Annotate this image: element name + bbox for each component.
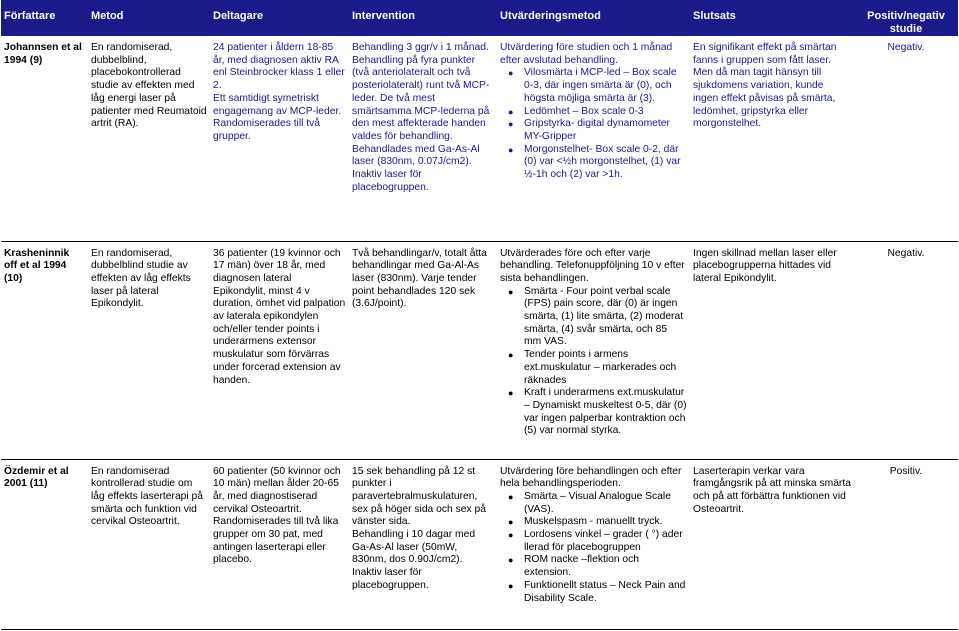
header-conclusion: Slutsats: [690, 0, 854, 36]
evaluation-cell: [497, 241, 690, 459]
list-item: ● Kraft i underarmens ext.muskulatur – Dynamiskt muskeltest 0-5, där (0) var ingen palperbar kontraktion och (5) var normal styrka.: [524, 387, 687, 438]
evaluation-cell: [497, 459, 690, 629]
evaluation-list: [500, 491, 687, 605]
list-item: ● Smärta - Four point verbal scale (FPS) pain score, där (0) är ingen smärta, (1) lite smärta, (2) moderat smärta, (4) svår smärta, och 85 mm VAS.: [524, 286, 687, 350]
intervention-cell: Behandling 3 ggr/v i 1 månad. Behandling på fyra punkter (två anteriolateralt och två posteriolateralt) runt två MCP-leder. De två mest smärtsamma MCP-lederna på den mest affekterade handen valdes för behandling. Behandlades med Ga-As-Al laser (830nm, 0.07J/cm2). Inaktiv laser för placebogruppen.: [349, 36, 497, 241]
method-cell: En randomiserad, dubbelblind, placebokontrollerad studie av effekten med låg energi laser på patienter med Reumatoid artrit (RA).: [88, 36, 210, 241]
list-item: ● Morgonstelhet- Box scale 0-2, där (0) var <½h morgonstelhet, (1) var ½-1h och (2) var >1h.: [524, 144, 687, 182]
method-cell: En randomiserad, dubbelblind studie av effekten av låg effekts laser på lateral Epikondylit.: [88, 241, 210, 459]
header-result: Positiv/negativ studie: [854, 0, 958, 36]
list-item: ● ROM nacke –flektion och extension.: [524, 554, 687, 579]
list-item: ● Muskelspasm - manuellt tryck.: [524, 516, 687, 529]
header-intervention: Intervention: [349, 0, 497, 36]
list-item: ● Tender points i armens ext.muskulatur – markerades och räknades: [524, 349, 687, 387]
intervention-cell: Två behandlingar/v, totalt åtta behandlingar med Ga-Al-As laser (830nm). Varje tender point behandlades 120 sek (3.6J/point).: [349, 241, 497, 459]
participants-cell: 36 patienter (19 kvinnor och 17 män) över 18 år, med diagnosen lateral Epikondylit, minst 4 v duration, ömhet vid palpation av laterala epikondylen och/eller tender points i underarmens extensor muskulatur som förvärras under forcerad extension av handen.: [210, 241, 349, 459]
method-cell: En randomiserad kontrollerad studie om låg effekts laserterapi på smärta och funktion vid cervikal Osteoartrit.: [88, 459, 210, 629]
header-method: Metod: [88, 0, 210, 36]
study-table: [1, 0, 958, 630]
list-item: ● Ledömhet – Box scale 0-3: [524, 106, 687, 119]
list-item: ● Vilosmärta i MCP-led – Box scale 0-3, där ingen smärta är (0), och högsta möjliga smärta är (3).: [524, 67, 687, 105]
list-item: ● Funktionellt status – Neck Pain and Disability Scale.: [524, 580, 687, 605]
intervention-cell: 15 sek behandling på 12 st punkter i paravertebralmuskulaturen, sex på höger sida och sex på vänster sida. Behandling i 10 dagar med Ga-As-Al laser (50mW, 830nm, dos 0.90J/cm2). Inaktiv laser för placebogruppen.: [349, 459, 497, 629]
header-participants: Deltagare: [210, 0, 349, 36]
result-cell: Negativ.: [854, 241, 958, 459]
evaluation-list: [500, 286, 687, 438]
header-evaluation: Utvärderingsmetod: [497, 0, 690, 36]
table-row: [1, 241, 958, 459]
conclusion-cell: En signifikant effekt på smärtan fanns i gruppen som fått laser. Men då man tagit hänsyn till sjukdomens variation, kunde ingen effekt påvisas på smärta, ledömhet, gripstyrka eller morgonstelhet.: [690, 36, 854, 241]
evaluation-list: [500, 67, 687, 181]
header-author: Författare: [1, 0, 88, 36]
result-cell: Negativ.: [854, 36, 958, 241]
participants-cell: 60 patienter (50 kvinnor och 10 män) mellan ålder 20-65 år, med diagnostiserad cervikal Osteoartrit. Randomiserades till två lika grupper om 30 pat, med antingen laserterapi eller placebo.: [210, 459, 349, 629]
table-row: [1, 36, 958, 241]
conclusion-cell: Ingen skillnad mellan laser eller placebogrupperna hittades vid lateral Epikondylit.: [690, 241, 854, 459]
evaluation-intro: Utvärdering före studien och 1 månad efter avslutad behandling.: [500, 42, 673, 66]
evaluation-cell: [497, 36, 690, 241]
header-row: [1, 0, 958, 36]
author-cell: Krasheninnik off et al 1994 (10): [1, 241, 88, 459]
list-item: ● Lordosens vinkel – grader ( °) ader llerad för placebogruppen: [524, 529, 687, 554]
table-row: [1, 459, 958, 629]
author-cell: Özdemir et al 2001 (11): [1, 459, 88, 629]
author-cell: Johannsen et al 1994 (9): [1, 36, 88, 241]
list-item: ● Smärta – Visual Analogue Scale (VAS).: [524, 491, 687, 516]
list-item: ● Gripstyrka- digital dynamometer MY-Gripper: [524, 118, 687, 143]
participants-cell: 24 patienter i åldern 18-85 år, med diagnosen aktiv RA enl Steinbrocker klass 1 eller 2. Ett samtidigt symetriskt engagemang av MCP-leder. Randomiserades till två grupper.: [210, 36, 349, 241]
result-cell: Positiv.: [854, 459, 958, 629]
evaluation-intro: Utvärdering före behandlingen och efter hela behandlingsperioden.: [500, 465, 682, 490]
conclusion-cell: Laserterapin verkar vara framgångsrik på att minska smärta och på att förbättra funktionen vid Osteoartrit.: [690, 459, 854, 629]
evaluation-intro: Utvärderades före och efter varje behandling. Telefonuppföljning 10 v efter sista behandlingen.: [500, 247, 685, 284]
